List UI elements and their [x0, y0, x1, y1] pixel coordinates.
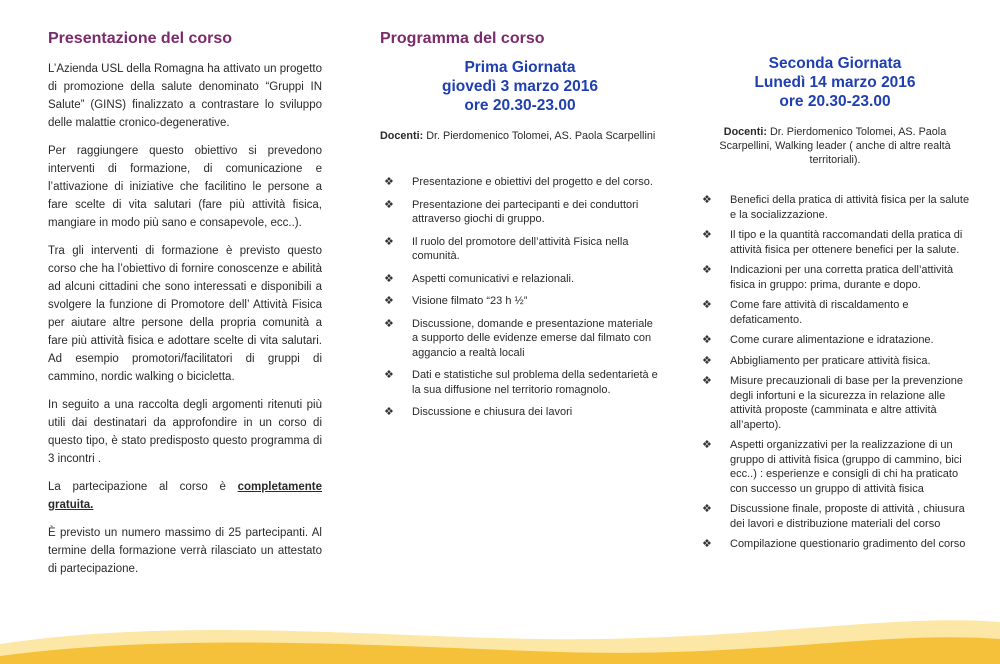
- day2-topic-item-text: Compilazione questionario gradimento del corso: [730, 538, 966, 550]
- day1-teachers-label: Docenti:: [380, 130, 424, 142]
- day2-topic-item: [698, 438, 972, 496]
- bullet-diamond-icon: ❖: [702, 538, 712, 550]
- day2-topic-item-text: Come curare alimentazione e idratazione.: [730, 334, 934, 346]
- bullet-diamond-icon: ❖: [384, 369, 394, 381]
- intro-paragraph: L’Azienda USL della Romagna ha attivato un progetto di promozione della salute denominato “Gruppi IN Salute” (GINS) finalizzato a contrastare lo sviluppo delle malattie cronico-degenerative.: [48, 63, 322, 129]
- bullet-diamond-icon: ❖: [702, 229, 712, 241]
- day2-teachers-names: Dr. Pierdomenico Tolomei, AS. Paola Scarpellini, Walking leader ( anche di altre realtà territoriali).: [719, 126, 951, 166]
- free-participation-text: La partecipazione al corso è: [48, 481, 238, 493]
- day1-topic-item: [380, 175, 660, 190]
- day2-time: ore 20.30-23.00: [779, 93, 891, 110]
- bullet-diamond-icon: ❖: [702, 299, 712, 311]
- day2-topic-item: [698, 263, 972, 292]
- day1-topic-list: [380, 175, 660, 420]
- day2-topic-item: [698, 374, 972, 432]
- bullet-diamond-icon: ❖: [702, 503, 712, 515]
- day1-topic-item-text: Presentazione dei partecipanti e dei conduttori attraverso giochi di gruppo.: [412, 198, 639, 225]
- day2-teachers-label: Docenti:: [723, 126, 767, 138]
- day2-topic-item: [698, 298, 972, 327]
- day2-topic-item-text: Aspetti organizzativi per la realizzazione di un gruppo di attività fisica (gruppo di cammino, bici ecc..) : esperienze e consigli di chi ha praticato con successo un gruppo di attività fisica: [730, 439, 962, 495]
- day2-title: Seconda Giornata: [768, 55, 902, 72]
- bullet-diamond-icon: ❖: [702, 354, 712, 367]
- day1-topic-item-text: Presentazione e obiettivi del progetto e del corso.: [412, 176, 653, 188]
- bullet-diamond-icon: ❖: [384, 198, 394, 211]
- day1-topic-item-text: Discussione e chiusura dei lavori: [412, 406, 573, 418]
- bullet-diamond-icon: ❖: [702, 375, 712, 387]
- bullet-diamond-icon: ❖: [384, 176, 394, 188]
- day2-topic-item: [698, 333, 972, 348]
- bullet-diamond-icon: ❖: [384, 235, 394, 248]
- day1-topic-item: [380, 368, 660, 397]
- bullet-diamond-icon: ❖: [702, 264, 712, 276]
- day2-teachers: [698, 125, 972, 167]
- participants-paragraph: È previsto un numero massimo di 25 partecipanti. Al termine della formazione verrà rilasciato un attestato di partecipazione.: [48, 527, 322, 575]
- day2-topic-item-text: Abbigliamento per praticare attività fisica.: [730, 354, 931, 367]
- bullet-diamond-icon: ❖: [702, 439, 712, 451]
- day1-topic-item-text: Dati e statistiche sul problema della sedentarietà e la sua diffusione nel territorio romagnolo.: [412, 369, 658, 396]
- day2-topic-item-text: Il tipo e la quantità raccomandati della pratica di attività fisica per ottenere benefici per la salute.: [730, 229, 963, 256]
- day2-topic-item: [698, 354, 972, 369]
- day1-date: giovedì 3 marzo 2016: [442, 78, 598, 95]
- bullet-diamond-icon: ❖: [702, 194, 712, 206]
- program-paragraph: In seguito a una raccolta degli argomenti ritenuti più utili dai destinatari da approfondire in un corso di questo tipo, è stato predisposto questo programma di 3 incontri .: [48, 399, 322, 465]
- day2-topic-list: [698, 193, 972, 552]
- day2-topic-item-text: Come fare attività di riscaldamento e defaticamento.: [730, 299, 909, 326]
- day1-time: ore 20.30-23.00: [464, 97, 576, 114]
- bullet-diamond-icon: ❖: [702, 334, 712, 346]
- second-day-column: [698, 54, 972, 558]
- day1-topic-item: [380, 317, 660, 361]
- presentation-column: [48, 30, 322, 588]
- day1-topic-item: [380, 198, 660, 227]
- free-participation-emphasis: completamente gratuita.: [48, 481, 322, 511]
- day1-teachers-names: Dr. Pierdomenico Tolomei, AS. Paola Scarpellini: [423, 130, 656, 142]
- bullet-diamond-icon: ❖: [384, 272, 394, 285]
- day1-topic-item: [380, 294, 660, 309]
- day2-topic-item: [698, 537, 972, 552]
- decorative-yellow-wave: [0, 594, 1000, 664]
- day2-topic-item: [698, 228, 972, 257]
- program-column: [380, 30, 660, 428]
- day2-date: Lunedì 14 marzo 2016: [754, 74, 916, 91]
- day1-topic-item-text: Il ruolo del promotore dell’attività Fisica nella comunità.: [412, 235, 629, 262]
- day1-topic-item: [380, 405, 660, 420]
- day2-topic-item-text: Misure precauzionali di base per la prevenzione degli infortuni e la sicurezza in relazione alle attività proposte (camminata e altre attività all’aperto).: [730, 375, 963, 431]
- day1-topic-item-text: Discussione, domande e presentazione materiale a supporto delle evidenze emerse dal filmato con aggancio a realtà locali: [412, 317, 653, 359]
- day2-topic-item-text: Benefici della pratica di attività fisica per la salute e la socializzazione.: [730, 194, 970, 221]
- bullet-diamond-icon: ❖: [384, 406, 394, 418]
- presentation-heading: Presentazione del corso: [48, 30, 233, 47]
- training-paragraph: Tra gli interventi di formazione è previsto questo corso che ha l’obiettivo di fornire conoscenze e abilità ad alcuni cittadini che sono interessati e disponibili a svolgere la funzione di Promotore dell’ Attività Fisica per aiutare altre persone della propria comunità a fare più attività fisica e adottare scelte di vita salutari. Ad esempio promotori/facilitatori di gruppi di cammino, nordic walking o bicicletta.: [48, 245, 322, 383]
- day2-topic-item: [698, 502, 972, 531]
- day1-topic-item: [380, 272, 660, 287]
- day1-title: Prima Giornata: [464, 59, 576, 76]
- day1-topic-item: [380, 235, 660, 264]
- free-participation-paragraph: [48, 478, 322, 514]
- day1-topic-item-text: Aspetti comunicativi e relazionali.: [412, 272, 575, 285]
- day2-topic-item-text: Indicazioni per una corretta pratica dell’attività fisica in gruppo: prima, durante e dopo.: [730, 264, 954, 291]
- day1-teachers: [380, 129, 660, 143]
- program-heading: Programma del corso: [380, 30, 545, 47]
- objective-paragraph: Per raggiungere questo obiettivo si prevedono interventi di formazione, di comunicazione e l’attivazione di iniziative che facilitino le persone a fare scelte di vita salutari (fare più attività fisica, mangiare in modo più sano e consapevole, ecc..).: [48, 145, 322, 229]
- bullet-diamond-icon: ❖: [384, 295, 394, 307]
- day2-topic-item: [698, 193, 972, 222]
- bullet-diamond-icon: ❖: [384, 317, 394, 330]
- day1-topic-item-text: Visione filmato “23 h ½”: [412, 295, 528, 307]
- day2-topic-item-text: Discussione finale, proposte di attività , chiusura dei lavori e distribuzione materiali del corso: [730, 503, 965, 530]
